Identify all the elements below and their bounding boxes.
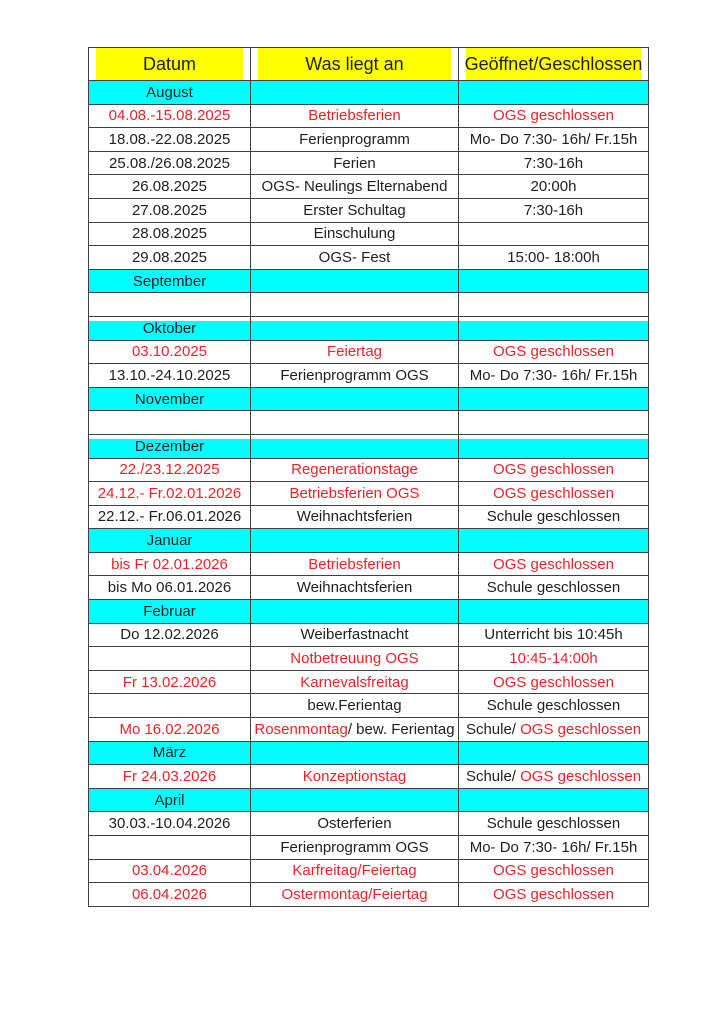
- text-segment: Ferienprogramm: [299, 130, 410, 148]
- text-segment: Mo- Do 7:30- 16h/ Fr.15h: [469, 130, 638, 148]
- date-cell: [89, 482, 251, 506]
- status-cell: [459, 458, 649, 482]
- table-row: [89, 505, 649, 529]
- text-segment: 24.12.- Fr.02.01.2026: [97, 484, 242, 502]
- text-segment: 29.08.2025: [131, 248, 208, 266]
- text-segment: Fr 13.02.2026: [122, 673, 217, 691]
- event-cell: [251, 482, 459, 506]
- text-segment: 28.08.2025: [131, 225, 208, 243]
- date-cell: [89, 836, 251, 860]
- text-segment: Mo- Do 7:30- 16h/ Fr.15h: [469, 838, 638, 856]
- event-cell: [251, 128, 459, 152]
- event-cell: [251, 198, 459, 222]
- event-cell: [251, 175, 459, 199]
- month-filler-cell: [459, 788, 649, 812]
- month-label-cell: Dezember: [89, 434, 251, 458]
- table-row: [89, 128, 649, 152]
- status-cell: [459, 482, 649, 506]
- event-cell: [251, 623, 459, 647]
- text-segment: Einschulung: [313, 225, 396, 243]
- status-cell: [459, 505, 649, 529]
- status-cell: [459, 364, 649, 388]
- event-cell: [251, 246, 459, 270]
- month-filler-cell: [459, 434, 649, 458]
- month-filler-cell: [251, 269, 459, 293]
- date-cell: [89, 694, 251, 718]
- date-cell: [89, 576, 251, 600]
- date-cell: [89, 340, 251, 364]
- empty-cell: [251, 411, 459, 435]
- text-segment: Schule geschlossen: [486, 508, 621, 526]
- status-cell: [459, 128, 649, 152]
- status-cell: [459, 151, 649, 175]
- table-row: [89, 340, 649, 364]
- text-segment: Schule geschlossen: [486, 579, 621, 597]
- table-row: [89, 883, 649, 907]
- empty-row: [89, 293, 649, 317]
- event-cell: [251, 670, 459, 694]
- table-row: [89, 647, 649, 671]
- status-cell: [459, 718, 649, 742]
- text-segment: Ostermontag/Feiertag: [281, 885, 428, 903]
- month-filler-cell: [251, 788, 459, 812]
- text-segment: OGS geschlossen: [520, 720, 642, 738]
- month-filler-cell: [251, 81, 459, 105]
- status-cell: [459, 765, 649, 789]
- empty-cell: [89, 293, 251, 317]
- text-segment: bis Fr 02.01.2026: [111, 555, 228, 573]
- status-cell: [459, 340, 649, 364]
- text-segment: Ferien: [333, 154, 376, 172]
- text-segment: 04.08.-15.08.2025: [108, 107, 231, 125]
- event-cell: [251, 222, 459, 246]
- month-filler-cell: [459, 529, 649, 553]
- text-segment: Schule geschlossen: [486, 697, 621, 715]
- table-row: [89, 482, 649, 506]
- date-cell: [89, 151, 251, 175]
- text-segment: / bew. Ferientag: [347, 720, 455, 738]
- status-cell: [459, 576, 649, 600]
- month-label-cell: November: [89, 387, 251, 411]
- status-cell: [459, 812, 649, 836]
- month-row: [89, 600, 649, 624]
- date-cell: [89, 222, 251, 246]
- status-cell: [459, 246, 649, 270]
- text-segment: 10:45-14:00h: [509, 650, 598, 668]
- month-label-cell: April: [89, 788, 251, 812]
- event-cell: [251, 458, 459, 482]
- text-segment: 15:00- 18:00h: [507, 248, 600, 266]
- status-cell: [459, 222, 649, 246]
- text-segment: Weihnachtsferien: [296, 508, 413, 526]
- text-segment: Regenerationstage: [291, 461, 418, 479]
- text-segment: OGS geschlossen: [493, 107, 614, 125]
- text-segment: 03.10.2025: [131, 343, 208, 361]
- date-cell: [89, 198, 251, 222]
- text-segment: Mo 16.02.2026: [119, 720, 220, 738]
- text-segment: bew.Ferientag: [307, 697, 402, 715]
- month-filler-cell: [459, 269, 649, 293]
- status-cell: [459, 883, 649, 907]
- status-cell: [459, 647, 649, 671]
- status-cell: [459, 836, 649, 860]
- month-label-cell: Januar: [89, 529, 251, 553]
- text-segment: OGS geschlossen: [493, 555, 614, 573]
- text-segment: 20:00h: [530, 178, 577, 196]
- text-segment: OGS geschlossen: [493, 673, 614, 691]
- event-cell: [251, 364, 459, 388]
- date-cell: [89, 812, 251, 836]
- empty-cell: [251, 293, 459, 317]
- month-row: [89, 788, 649, 812]
- date-cell: [89, 859, 251, 883]
- text-segment: Notbetreuung OGS: [290, 650, 419, 668]
- status-cell: [459, 670, 649, 694]
- date-cell: [89, 246, 251, 270]
- text-segment: Fr 24.03.2026: [122, 768, 217, 786]
- month-row: [89, 741, 649, 765]
- month-label-cell: September: [89, 269, 251, 293]
- text-segment: OGS geschlossen: [520, 768, 642, 786]
- date-cell: [89, 765, 251, 789]
- event-cell: [251, 505, 459, 529]
- table-row: [89, 175, 649, 199]
- event-cell: [251, 859, 459, 883]
- empty-cell: [459, 411, 649, 435]
- table-row: [89, 576, 649, 600]
- event-cell: [251, 883, 459, 907]
- text-segment: Unterricht bis 10:45h: [484, 626, 623, 644]
- event-cell: [251, 340, 459, 364]
- month-filler-cell: [251, 434, 459, 458]
- text-segment: Schule geschlossen: [486, 815, 621, 833]
- text-segment: Osterferien: [317, 815, 392, 833]
- date-cell: [89, 505, 251, 529]
- text-segment: Feiertag: [326, 343, 383, 361]
- empty-cell: [459, 293, 649, 317]
- month-filler-cell: [251, 387, 459, 411]
- text-segment: Weihnachtsferien: [296, 579, 413, 597]
- date-cell: [89, 175, 251, 199]
- status-cell: [459, 694, 649, 718]
- event-cell: [251, 765, 459, 789]
- date-cell: [89, 104, 251, 128]
- table-row: [89, 812, 649, 836]
- table-row: [89, 104, 649, 128]
- event-cell: [251, 836, 459, 860]
- column-header-geoeffnet-geschlossen: Geöffnet/Geschlossen: [459, 48, 649, 81]
- text-segment: 18.08.-22.08.2025: [108, 130, 231, 148]
- text-segment: 7:30-16h: [523, 201, 584, 219]
- table-row: [89, 364, 649, 388]
- text-segment: Schule/: [465, 720, 521, 738]
- text-segment: 22./23.12.2025: [119, 461, 220, 479]
- text-segment: Weiberfastnacht: [300, 626, 409, 644]
- month-row: [89, 434, 649, 458]
- event-cell: [251, 552, 459, 576]
- text-segment: 25.08./26.08.2025: [109, 154, 230, 172]
- date-cell: [89, 458, 251, 482]
- table-row: [89, 859, 649, 883]
- text-segment: OGS geschlossen: [493, 885, 614, 903]
- text-segment: Betriebsferien: [308, 555, 401, 573]
- event-cell: [251, 151, 459, 175]
- event-cell: [251, 812, 459, 836]
- date-cell: [89, 128, 251, 152]
- text-segment: OGS geschlossen: [493, 484, 614, 502]
- date-cell: [89, 647, 251, 671]
- table-row: [89, 694, 649, 718]
- status-cell: [459, 859, 649, 883]
- table-row: [89, 198, 649, 222]
- status-cell: [459, 198, 649, 222]
- table-row: [89, 222, 649, 246]
- column-header-was-liegt-an: Was liegt an: [251, 48, 459, 81]
- table-row: [89, 552, 649, 576]
- text-segment: bis Mo 06.01.2026: [107, 579, 232, 597]
- text-segment: OGS- Fest: [318, 248, 391, 266]
- month-label-cell: Oktober: [89, 316, 251, 340]
- table-row: [89, 623, 649, 647]
- text-segment: OGS geschlossen: [493, 862, 614, 880]
- text-segment: Do 12.02.2026: [120, 626, 219, 644]
- text-segment: Betriebsferien: [308, 107, 401, 125]
- event-cell: [251, 694, 459, 718]
- month-filler-cell: [251, 600, 459, 624]
- date-cell: [89, 670, 251, 694]
- text-segment: Rosenmontag: [254, 720, 348, 738]
- status-cell: [459, 175, 649, 199]
- text-segment: 06.04.2026: [131, 885, 208, 903]
- event-cell: [251, 104, 459, 128]
- text-segment: Karfreitag/Feiertag: [292, 862, 417, 880]
- text-segment: 30.03.-10.04.2026: [108, 815, 231, 833]
- table-row: [89, 836, 649, 860]
- month-filler-cell: [459, 387, 649, 411]
- month-row: [89, 529, 649, 553]
- month-row: [89, 387, 649, 411]
- month-row: [89, 269, 649, 293]
- month-label-cell: August: [89, 81, 251, 105]
- status-cell: [459, 623, 649, 647]
- table-row: [89, 765, 649, 789]
- text-segment: 26.08.2025: [131, 178, 208, 196]
- table-row: [89, 151, 649, 175]
- date-cell: [89, 718, 251, 742]
- text-segment: Konzeptionstag: [302, 768, 407, 786]
- table-row: [89, 246, 649, 270]
- schedule-body: [89, 81, 649, 907]
- text-segment: Ferienprogramm OGS: [280, 366, 429, 384]
- empty-cell: [89, 411, 251, 435]
- table-row: [89, 670, 649, 694]
- text-segment: Schule/: [465, 768, 521, 786]
- status-cell: [459, 104, 649, 128]
- column-header-datum: Datum: [89, 48, 251, 81]
- text-segment: Betriebsferien OGS: [289, 484, 420, 502]
- text-segment: Erster Schultag: [303, 201, 406, 219]
- schedule-table: [88, 47, 649, 907]
- month-filler-cell: [251, 316, 459, 340]
- text-segment: 27.08.2025: [131, 201, 208, 219]
- event-cell: [251, 647, 459, 671]
- month-filler-cell: [251, 741, 459, 765]
- month-row: [89, 316, 649, 340]
- date-cell: [89, 552, 251, 576]
- text-segment: OGS- Neulings Elternabend: [261, 178, 448, 196]
- text-segment: Karnevalsfreitag: [300, 673, 409, 691]
- text-segment: OGS geschlossen: [493, 343, 614, 361]
- text-segment: 22.12.- Fr.06.01.2026: [97, 508, 242, 526]
- empty-row: [89, 411, 649, 435]
- month-filler-cell: [459, 316, 649, 340]
- date-cell: [89, 883, 251, 907]
- month-filler-cell: [251, 529, 459, 553]
- month-filler-cell: [459, 600, 649, 624]
- text-segment: 7:30-16h: [523, 154, 584, 172]
- month-label-cell: Februar: [89, 600, 251, 624]
- text-segment: 13.10.-24.10.2025: [108, 366, 231, 384]
- header-row: [89, 48, 649, 81]
- text-segment: Mo- Do 7:30- 16h/ Fr.15h: [469, 366, 638, 384]
- table-row: [89, 458, 649, 482]
- month-filler-cell: [459, 81, 649, 105]
- status-cell: [459, 552, 649, 576]
- month-label-cell: März: [89, 741, 251, 765]
- date-cell: [89, 364, 251, 388]
- event-cell: [251, 718, 459, 742]
- date-cell: [89, 623, 251, 647]
- event-cell: [251, 576, 459, 600]
- table-row: [89, 718, 649, 742]
- text-segment: 03.04.2026: [131, 862, 208, 880]
- text-segment: Ferienprogramm OGS: [280, 838, 429, 856]
- text-segment: OGS geschlossen: [493, 461, 614, 479]
- month-filler-cell: [459, 741, 649, 765]
- month-row: [89, 81, 649, 105]
